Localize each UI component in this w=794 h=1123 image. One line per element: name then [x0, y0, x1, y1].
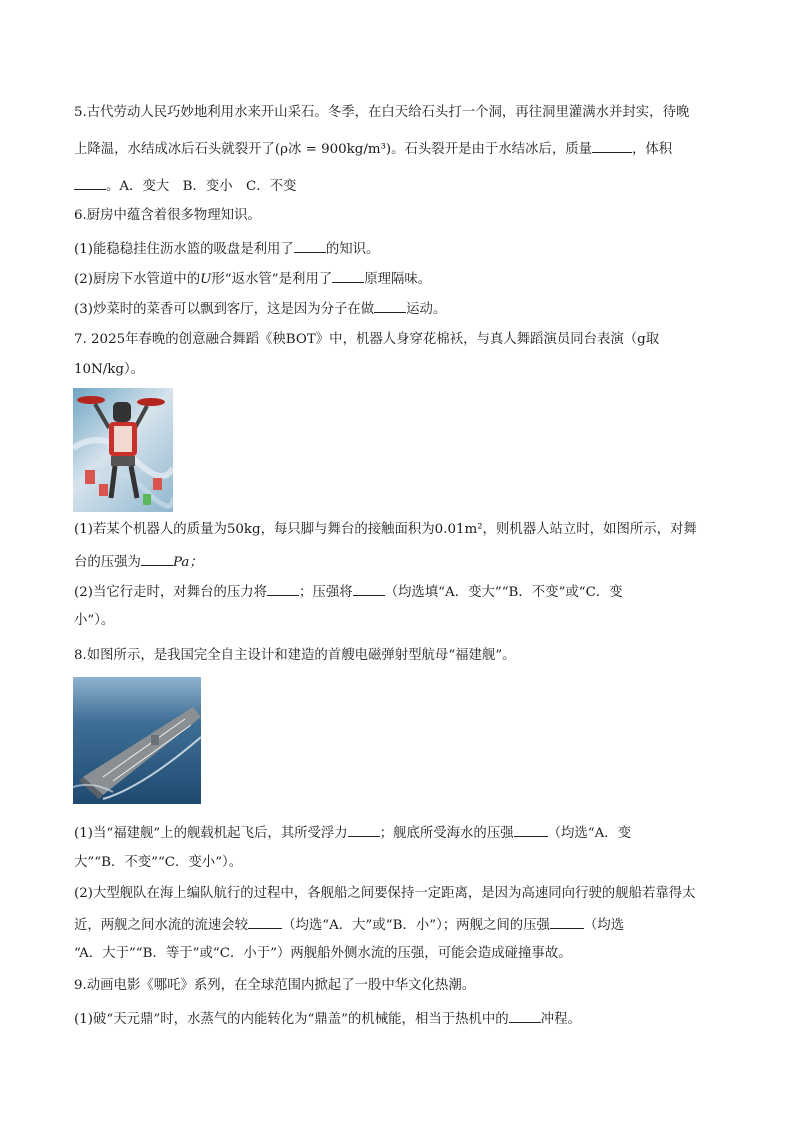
q9-title: 9.动画电影《哪吒》系列，在全球范围内掀起了一股中华文化热潮。 — [74, 978, 476, 993]
q8-text: （均选“A．大”或“B．小”）；两舰之间的压强 — [282, 918, 550, 933]
q7-text: Pa； — [172, 555, 203, 570]
q8-sub-1-line-2: 大”“B．不变”“C．变小”）。 — [74, 855, 243, 870]
answer-blank[interactable] — [374, 298, 406, 313]
q8-text: 近，两舰之间水流的流速会较 — [74, 918, 249, 933]
q6-sub-3 — [74, 298, 446, 320]
q8-sub-1-line-1 — [74, 822, 631, 844]
aircraft-carrier-photo — [73, 677, 201, 804]
q7-text: ；压强将 — [299, 585, 353, 600]
answer-blank[interactable] — [332, 268, 364, 283]
q7-sub-1-line-1: (1)若某个机器人的质量为50kg，每只脚与舞台的接触面积为0.01m²，则机器人站立时，如图所示，对舞 — [74, 522, 697, 537]
answer-blank[interactable] — [248, 914, 282, 929]
answer-blank[interactable] — [267, 581, 299, 596]
q8-sub-2-line-2 — [74, 914, 624, 936]
q5-options: 。A．变大 B．变小 C．不变 — [106, 179, 297, 194]
q7-text: (2)当它行走时，对舞台的压力将 — [74, 585, 268, 600]
q6-text: 形“返水管”是利用了 — [211, 272, 333, 287]
q6-text: (3)炒菜时的菜香可以飘到客厅，这是因为分子在做 — [74, 302, 375, 317]
answer-blank[interactable] — [348, 822, 380, 837]
q6-sub-1 — [74, 238, 379, 260]
q8-text: ；舰底所受海水的压强 — [379, 826, 514, 841]
q7-text: （均选填“A．变大”“B．不变”或“C．变 — [384, 585, 623, 600]
q9-text: (1)破“天元鼎”时，水蒸气的内能转化为“鼎盖”的机械能，相当于热机中的 — [74, 1012, 509, 1027]
density-formula: (ρ冰 = 900kg/m³) — [274, 142, 392, 157]
q6-text: (2)厨房下水管道中的 — [74, 272, 201, 287]
answer-blank[interactable] — [294, 238, 326, 253]
q6-text: 原理隔味。 — [364, 272, 432, 287]
q6-text: 运动。 — [406, 302, 447, 317]
q5-text: 。石头裂开是由于水结冰后，质量 — [391, 142, 592, 157]
q9-text: 冲程。 — [540, 1012, 581, 1027]
answer-blank[interactable] — [514, 822, 548, 837]
q5-line-1: 5.古代劳动人民巧妙地利用水来开山采石。冬季，在白天给石头打一个洞，再往洞里灌满水并封实，待晚 — [74, 105, 690, 120]
q7-line-2: 10N/kg）。 — [74, 362, 145, 377]
answer-blank[interactable] — [592, 138, 632, 153]
q8-text: （均选 — [583, 918, 625, 933]
answer-blank[interactable] — [74, 175, 106, 190]
answer-blank[interactable] — [353, 581, 385, 596]
q7-sub-2-line-2: 小”）。 — [74, 613, 115, 628]
q6-text: (1)能稳稳挂住沥水篮的吸盘是利用了 — [74, 242, 294, 257]
q7-line-1: 7. 2025年春晚的创意融合舞蹈《秧BOT》中，机器人身穿花棉袄，与真人舞蹈演员同台表演（g取 — [74, 332, 660, 347]
answer-blank[interactable] — [509, 1008, 541, 1023]
q8-title: 8.如图所示，是我国完全自主设计和建造的首艘电磁弹射型航母“福建舰”。 — [74, 648, 516, 663]
q6-sub-2 — [74, 268, 431, 290]
q5-line-3 — [74, 175, 296, 197]
q7-sub-1-line-2 — [74, 551, 203, 573]
q7-text: 台的压强为 — [74, 555, 141, 570]
q5-line-2 — [74, 138, 672, 160]
q8-text: （均选“A．变 — [547, 826, 632, 841]
dancing-robots-photo — [73, 388, 173, 512]
q8-sub-2-line-1: (2)大型舰队在海上编队航行的过程中，各舰船之间要保持一定距离，是因为高速同向行驶的舰船若靠得太 — [74, 886, 696, 901]
q8-sub-2-line-3: “A．大于”“B．等于”或“C．小于”）两舰船外侧水流的压强，可能会造成碰撞事故。 — [74, 946, 572, 961]
q6-text: 的知识。 — [325, 242, 380, 257]
q7-sub-2-line-1 — [74, 581, 623, 603]
answer-blank[interactable] — [141, 551, 173, 566]
q6-title: 6.厨房中蕴含着很多物理知识。 — [74, 208, 261, 223]
q6-text: U — [200, 272, 212, 287]
answer-blank[interactable] — [550, 914, 584, 929]
q5-text: 上降温，水结成冰后石头就裂开了 — [74, 142, 275, 157]
q5-text: ，体积 — [632, 142, 673, 157]
q9-sub-1 — [74, 1008, 581, 1030]
q8-text: (1)当“福建舰”上的舰载机起飞后，其所受浮力 — [74, 826, 348, 841]
